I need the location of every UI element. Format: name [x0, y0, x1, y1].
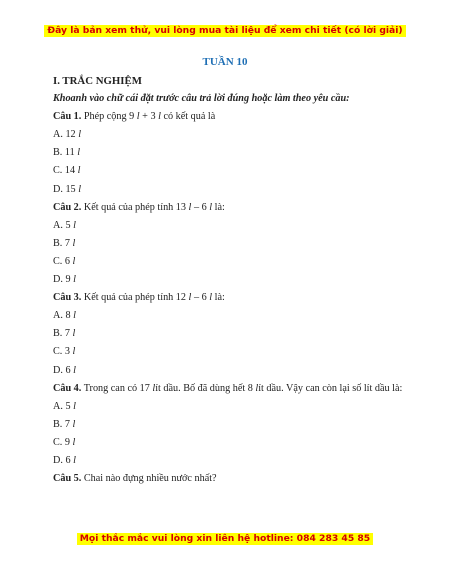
question-label: Câu 1. [53, 111, 82, 123]
option: A. 12 l [53, 129, 82, 141]
question-label: Câu 2. [53, 201, 82, 213]
option: D. 6 l [53, 364, 76, 376]
option: C. 6 l [53, 255, 76, 267]
question-text: Kết quả của phép tính 13 l – 6 l là: [83, 201, 225, 213]
section-title: I. TRẮC NGHIỆM [53, 75, 142, 87]
question-2 [53, 199, 413, 217]
question-label: Câu 4. [53, 382, 82, 394]
question-text: Trong can có 17 lít dầu. Bố đã dùng hết 8 lít dầu. Vậy can còn lại số lít dầu là: [83, 382, 403, 394]
question-text: Kết quả của phép tính 12 l – 6 l là: [83, 292, 225, 304]
option: C. 3 l [53, 346, 76, 358]
week-title: TUẦN 10 [202, 56, 248, 68]
question-label: Câu 3. [53, 292, 82, 304]
option: A. 5 l [53, 400, 76, 412]
option: B. 7 l [53, 418, 76, 430]
question-text: Phép cộng 9 l + 3 l có kết quả là [83, 111, 216, 123]
question-5 [53, 470, 413, 488]
question-text: Chai nào đựng nhiều nước nhất? [83, 473, 217, 485]
option: A. 8 l [53, 310, 76, 322]
question-1 [53, 108, 413, 126]
hotline-banner: Mọi thắc mắc vui lòng xin liên hệ hotline: 084 283 45 85 [77, 533, 373, 545]
option: A. 5 l [53, 219, 76, 231]
preview-notice-banner: Đây là bản xem thử, vui lòng mua tài liệu để xem chi tiết (có lời giải) [44, 25, 406, 37]
option: C. 14 l [53, 165, 81, 177]
option: B. 7 l [53, 237, 76, 249]
question-3 [53, 289, 413, 307]
question-4 [53, 380, 413, 398]
instruction-text: Khoanh vào chữ cái đặt trước câu trả lời đúng hoặc làm theo yêu cầu: [53, 93, 350, 105]
option: D. 15 l [53, 183, 82, 195]
option: B. 11 l [53, 147, 81, 159]
option: D. 9 l [53, 274, 76, 286]
option: B. 7 l [53, 328, 76, 340]
option: C. 9 l [53, 436, 76, 448]
option: D. 6 l [53, 454, 76, 466]
question-label: Câu 5. [53, 473, 82, 485]
document-body [53, 72, 413, 488]
